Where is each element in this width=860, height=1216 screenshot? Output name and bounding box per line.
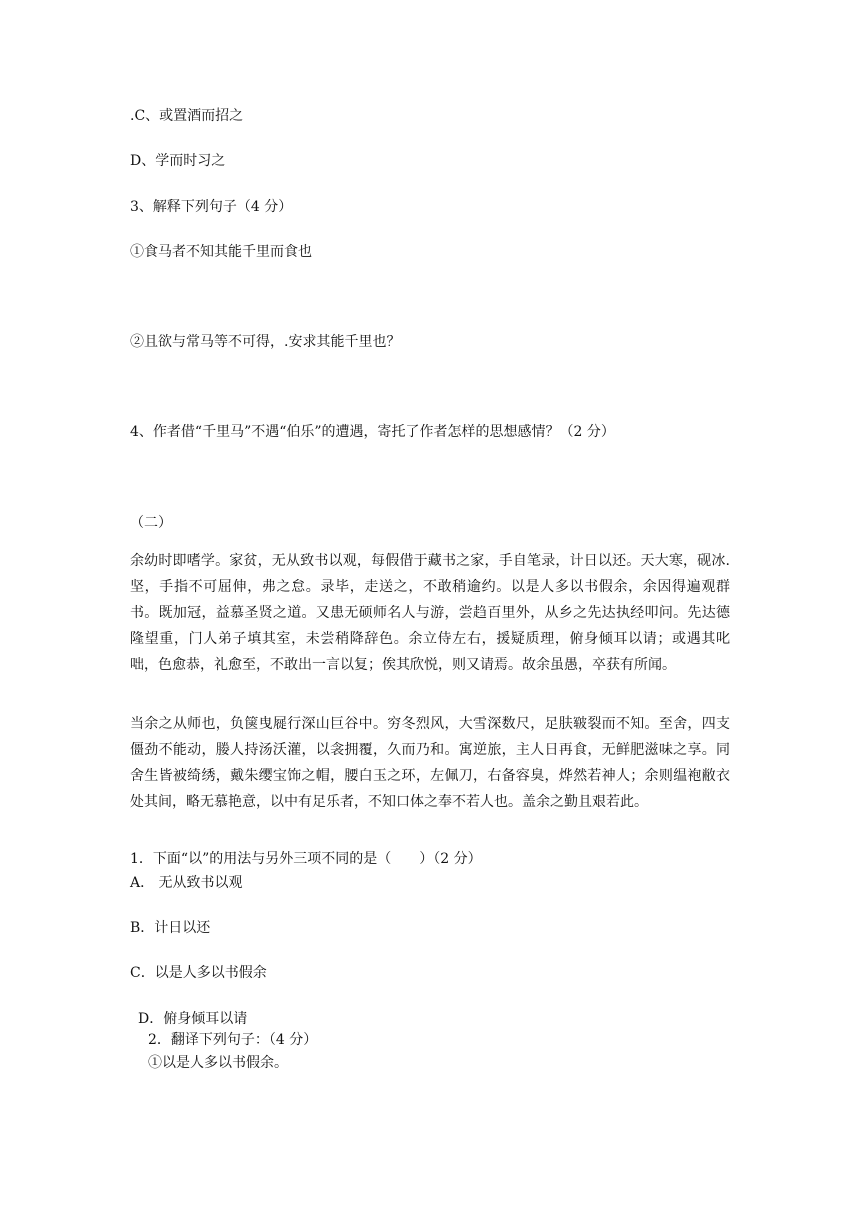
passage-paragraph-1: 余幼时即嗜学。家贫，无从致书以观，每假借于藏书之家，手自笔录，计日以还。天大寒，砚冰.坚，手指不可屈伸，弗之怠。录毕，走送之，不敢稍逾约。以是人多以书假余，余因得遍观群书。既加冠，益慕圣贤之道。又患无硕师名人与游，尝趋百里外，从乡之先达执经叩问。先达德隆望重，门人弟子填其室，未尝稍降辞色。余立侍左右，援疑质理，俯身倾耳以请；或遇其叱咄，色愈恭，礼愈至，不敢出一言以复；俟其欣悦，则又请焉。故余虽愚，卒获有所闻。 [130, 553, 730, 673]
section-2-question-1-title: 1．下面“以”的用法与另外三项不同的是（ ）（2 分） [130, 851, 482, 867]
question-3-item-2: ②且欲与常马等不可得，.安求其能千里也？ [130, 334, 401, 350]
section-2-heading: （二） [130, 515, 172, 531]
option-d-line: D、学而时习之 [130, 153, 226, 169]
question-3-title: 3、解释下列句子（4 分） [130, 199, 293, 215]
question-4-title: 4、作者借“千里马”不遇“伯乐”的遭遇，寄托了作者怎样的思想感情？（2 分） [130, 424, 615, 440]
passage-paragraph-2: 当余之从师也，负箧曳屣行深山巨谷中。穷冬烈风，大雪深数尺，足肤皲裂而不知。至舍，四支僵劲不能动，媵人持汤沃灌，以衾拥覆，久而乃和。寓逆旅，主人日再食，无鲜肥滋味之享。同舍生皆被绮绣，戴朱缨宝饰之帽，腰白玉之环，左佩刀，右备容臭，烨然若神人；余则缊袍敝衣处其间，略无慕艳意，以中有足乐者，不知口体之奉不若人也。盖余之勤且艰若此。 [130, 716, 730, 810]
question-3-item-1: ①食马者不知其能千里而食也 [130, 244, 312, 260]
section-2-question-1-option-d: D．俯身倾耳以请 [138, 1011, 248, 1027]
section-2-question-1-option-a: A． 无从致书以观 [130, 875, 243, 891]
section-2-question-2-item-1: ①以是人多以书假余。 [148, 1055, 288, 1071]
section-2-question-1-option-c: C．以是人多以书假余 [130, 965, 267, 981]
section-2-question-2-title: 2．翻译下列句子：（4 分） [148, 1032, 318, 1048]
option-c-line: .C、或置酒而招之 [130, 108, 244, 124]
section-2-question-1-option-b: B．计日以还 [130, 920, 211, 936]
